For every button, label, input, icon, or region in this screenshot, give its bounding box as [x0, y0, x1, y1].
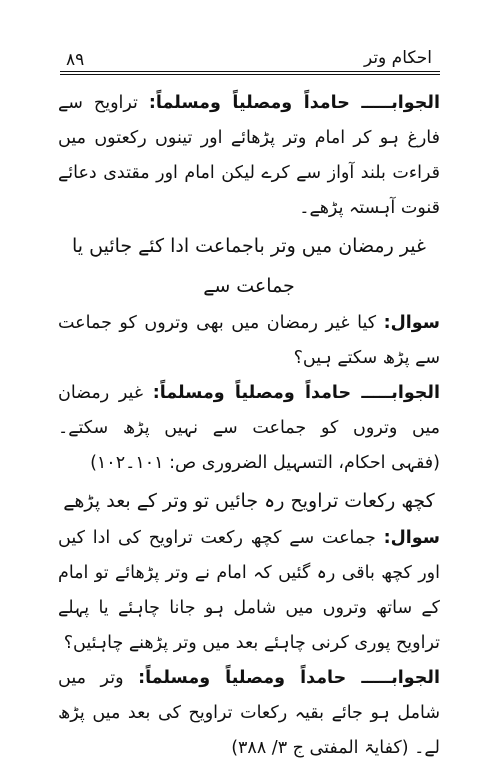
question-paragraph-2 — [58, 521, 440, 661]
header-rule-double — [60, 74, 440, 75]
answer-label: الجوابـــــ حامداً ومصلیاً ومسلماً: — [152, 383, 440, 403]
question-paragraph-1 — [58, 306, 440, 376]
answer-text: غیر رمضان میں وتروں کو جماعت سے نہیں پڑھ سکتے۔ — [58, 383, 440, 438]
page-number: ۸۹ — [66, 50, 85, 70]
answer-paragraph-1 — [58, 86, 440, 226]
answer-paragraph-2 — [58, 376, 440, 481]
running-head: احکام وتر — [363, 48, 432, 68]
reference-note: (کفایۃ المفتی ج ۳/ ۳۸۸) — [231, 738, 409, 758]
page-header — [60, 46, 440, 76]
section-heading-2: کچھ رکعات تراویح رہ جائیں تو وتر کے بعد پڑھے — [63, 490, 435, 512]
question-label: سوال: — [383, 528, 440, 548]
answer-text: وتر میں شامل ہو جائے بقیہ رکعات تراویح کی بعد میں پڑھ لے۔ — [58, 668, 440, 758]
page-body — [58, 86, 440, 766]
answer-text: تراویح سے فارغ ہو کر امام وتر پڑھائے اور تینوں رکعتوں میں قراءت بلند آواز سے کرے لیکن امام اور مقتدی دعائے قنوت آہستہ پڑھے۔ — [58, 93, 440, 218]
question-text: کیا غیر رمضان میں بھی وتروں کو جماعت سے پڑھ سکتے ہیں؟ — [58, 313, 440, 368]
header-rule — [60, 71, 440, 72]
answer-label: الجوابـــــ حامداً ومصلیاً ومسلماً: — [148, 93, 440, 113]
question-text: جماعت سے کچھ رکعت تراویح کی ادا کیں اور کچھ باقی رہ گئیں کہ امام نے وتر پڑھائے تو امام کے ساتھ وتروں میں شامل ہو جانا چاہئے یا پہلے تراویح پوری کرنی چاہئے بعد میں وتر پڑھنے چاہئیں؟ — [58, 528, 440, 653]
answer-label: الجوابـــــ حامداً ومصلیاً ومسلماً: — [138, 668, 440, 688]
section-heading-1: غیر رمضان میں وتر باجماعت ادا کئے جائیں یا جماعت سے — [72, 235, 426, 297]
reference-note: (فقہی احکام، التسہیل الضروری ص: ۱۰۱۔۱۰۲) — [90, 453, 440, 473]
answer-paragraph-3 — [58, 661, 440, 766]
question-label: سوال: — [383, 313, 440, 333]
